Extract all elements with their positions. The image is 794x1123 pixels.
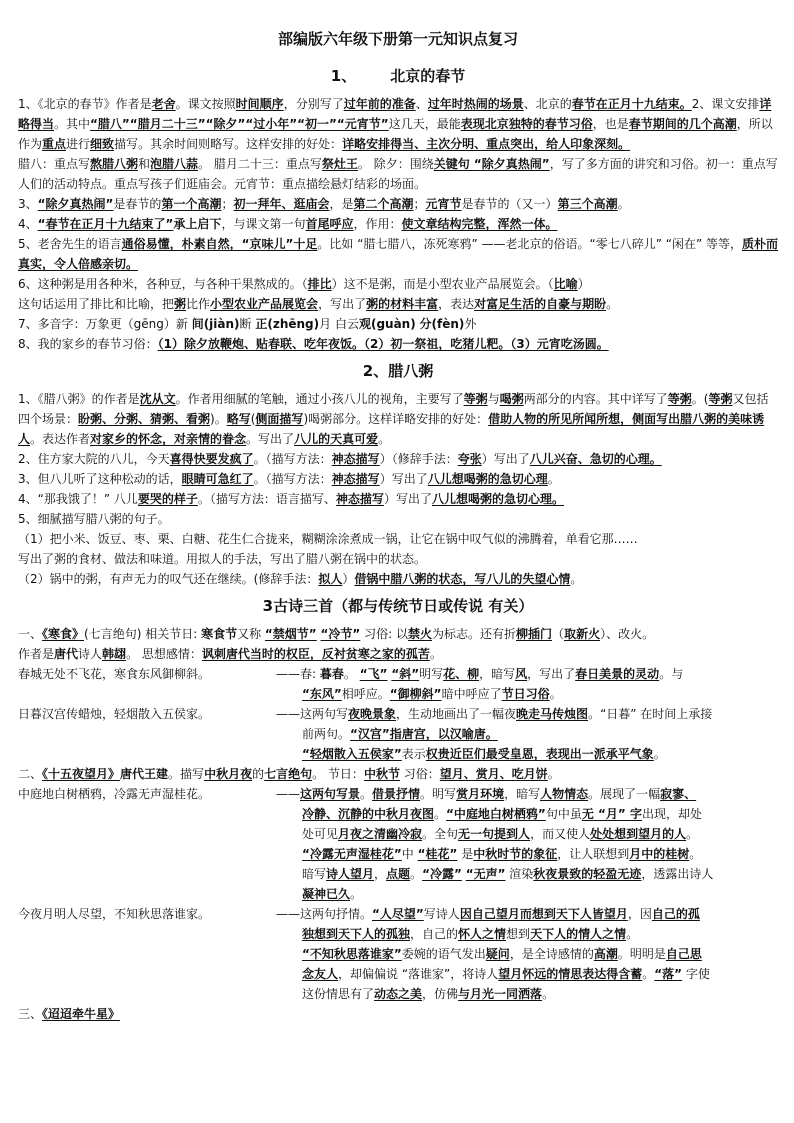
poem-analysis: 前两句。“汉宫”指唐宫，以汉喻唐。 [302,727,498,741]
poem-analysis: 独想到天下人的孤独，自己的怀人之情想到天下人的情人之情。 [302,927,639,941]
poem1-line1-row-cont [18,684,778,704]
s1-para-3: 3、“除夕真热闹”是春节的第一个高潮；初一拜年、逛庙会，是第二个高潮；元宵节是春节的（又一）第三个高潮。 [18,197,630,211]
section-2-number: 2、 [362,362,389,380]
poem-analysis: “东风”相呼应。“御柳斜”暗中呼应了节日习俗。 [302,687,562,701]
poem2-line1-row [18,784,778,804]
s3-poem3-heading: 三、《迢迢牵牛星》 [18,1007,121,1021]
document-page [18,28,778,1024]
poem-analysis: ——这两句抒情。“人尽望”写诗人因自己望月而想到天下人皆望月，因自己的孤 [276,907,700,921]
poem1-line1-row [18,664,778,684]
s1-para-2: 腊八：重点写熬腊八粥和泡腊八蒜。 腊月二十三：重点写祭灶王。 除夕：围绕关键句 “除夕真热闹”，写了多方面的讲究和习俗。初一：重点写人们的活动特点。重点写孩子们逛庙会。元宵节：重点描绘悬灯结彩的场面。 [18,157,778,191]
poem1-line2-row [18,704,778,724]
section-1-title: 北京的春节 [390,67,466,85]
poem-line: 今夜月明人尽望，不知秋思落谁家。 [18,907,211,921]
s1-para-7: 7、多音字：万象更（gēng）新 间(jiàn)断 正(zhēng)月 白云观(guàn) 分(fèn)外 [18,317,477,331]
section-2-heading [18,360,778,381]
section-1-heading [18,65,778,86]
poem2-line2-row [18,904,778,924]
poem-line: 日暮汉宫传蜡烛，轻烟散入五侯家。 [18,707,211,721]
poem-analysis: 暗写诗人望月，点题。“冷露” “无声” 渲染秋夜景致的轻盈无迹，透露出诗人 [302,867,714,881]
poem-analysis: “轻烟散入五侯家”表示权贵近臣们最受皇恩，表现出一派承平气象。 [302,747,666,761]
poem-analysis: ——这两句写夜晚景象，生动地画出了一幅夜晚走马传烛图。“日暮” 在时间上承接 [276,707,713,721]
s3-poem2-intro: 二、《十五夜望月》唐代王建。描写中秋月夜的七言绝句。 节日：中秋节 习俗：望月、赏月、吃月饼。 [18,767,560,781]
document-title: 部编版六年级下册第一元知识点复习 [277,30,518,48]
poem-analysis: 冷静、沉静的中秋月夜图。“中庭地白树栖鸦”句中虽无 “月” 字出现，却处 [302,807,702,821]
poem-analysis: ——春: 暮春。 “飞” “斜”明写花、柳，暗写风，写出了春日美景的灵动。与 [276,667,684,681]
poem-analysis: 念友人，却偏偏说 “落谁家”，将诗人望月怀远的情思表达得含蓄。“落” 字使 [302,967,710,981]
s1-para-1: 1、《北京的春节》作者是老舍。课文按照时间顺序，分别写了过年前的准备、过年时热闹的场景、北京的春节在正月十九结束。2、课文安排详略得当。其中“腊八”“腊月二十三”“除夕”“过小年”“初一”“元宵节”这几天，最能表现北京独特的春节习俗，也是春节期间的几个高潮，所以作为重点进行细致描写。其余时间则略写。这样安排的好处：详略安排得当、主次分明、重点突出，给人印象深刻。 [18,97,773,151]
section-3-heading: 3古诗三首（都与传统节日或传说 有关） [262,597,534,615]
s1-para-4: 4、“春节在正月十九结束了”承上启下，与课文第一句首尾呼应，作用：使文章结构完整，浑然一体。 [18,217,558,231]
poem-analysis: “不知秋思落谁家”委婉的语气发出疑问，是全诗感情的高潮。明明是自己思 [302,947,702,961]
s2-para-1: 1、《腊八粥》的作者是沈从文。作者用细腻的笔触，通过小孩八儿的视角，主要写了等粥与喝粥两部分的内容。其中详写了等粥。(等粥又包括四个场景：盼粥、分粥、猜粥、看粥)。略写(侧面描写)喝粥部分。这样详略安排的好处：借助人物的所见所闻所想，侧面写出腊八粥的美味诱人。表达作者对家乡的怀念，对亲情的眷念。写出了八儿的天真可爱。 [18,392,769,446]
poem-analysis: “冷露无声湿桂花”中 “桂花” 是中秋时节的象征，让人联想到月中的桂树。 [302,847,702,861]
s1-para-8: 8、我的家乡的春节习俗：（1）除夕放鞭炮、贴春联、吃年夜饭。（2）初一祭祖，吃猪儿粑。（3）元宵吃汤圆。 [18,337,609,351]
s2-para-4: 4、“那我饿了！” 八儿要哭的样子。（描写方法：语言描写、神态描写）写出了八儿想喝粥的急切心理。 [18,492,564,506]
s2-para-3: 3、但八儿听了这种松动的话，眼睛可急红了。（描写方法：神态描写）写出了八儿想喝粥的急切心理。 [18,472,560,486]
s3-poem1-intro-a: 一、《寒食》(七言绝句) 相关节日: 寒食节又称 “禁烟节” “冷节” 习俗: 以禁火为标志。还有折柳插门（取新火）、改火。 [18,627,655,641]
section-2-title: 腊八粥 [388,362,434,380]
s2-para-6a: （1）把小米、饭豆、枣、栗、白糖、花生仁合拢来，糊糊涂涂煮成一锅，让它在锅中叹气似的沸腾着，单看它那…… [18,532,638,546]
s2-para-5: 5、细腻描写腊八粥的句子。 [18,512,170,526]
s1-para-5: 5、老舍先生的语言通俗易懂，朴素自然，“京味儿”十足。比如 “腊七腊八，冻死寒鸦” ——老北京的俗语。“零七八碎儿” “闲在” 等等，质朴而真实，令人倍感亲切。 [18,237,778,271]
s3-poem1-intro-b: 作者是唐代诗人韩翃。 思想感情：讽刺唐代当时的权臣，反衬贫寒之家的孤苦。 [18,647,442,661]
poem-line: 中庭地白树栖鸦，冷露无声湿桂花。 [18,787,211,801]
poem-analysis: 凝神已久。 [302,887,363,901]
poem-analysis: ——这两句写景。借景抒情。明写赏月环境，暗写人物情态。展现了一幅寂寥、 [276,787,697,801]
s2-para-7: （2）锅中的粥，有声无力的叹气还在继续。(修辞手法：拟人）借锅中腊八粥的状态，写八儿的失望心情。 [18,572,583,586]
section-1-number: 1、 [330,67,357,85]
s1-para-6a: 6、这种粥是用各种米，各种豆，与各种干果熬成的。（排比）这不是粥，而是小型农业产品展览会。（比喻） [18,277,590,291]
poem-line: 春城无处不飞花，寒食东风御柳斜。 [18,667,211,681]
s2-para-6b: 写出了粥的食材、做法和味道。用拟人的手法，写出了腊八粥在锅中的状态。 [18,552,427,566]
poem-analysis: 这份情思有了动态之美，仿佛与月光一同洒落。 [302,987,555,1001]
poem-analysis: 处可见月夜之清幽冷寂。全句无一句提到人，而又使人处处想到望月的人。 [302,827,699,841]
s2-para-2: 2、住方家大院的八儿，今天喜得快要发疯了。（描写方法：神态描写）（修辞手法：夸张）写出了八儿兴奋、急切的心理。 [18,452,662,466]
s1-para-6b: 这句话运用了排比和比喻，把粥比作小型农业产品展览会，写出了粥的材料丰富，表达对富足生活的自豪与期盼。 [18,297,619,311]
